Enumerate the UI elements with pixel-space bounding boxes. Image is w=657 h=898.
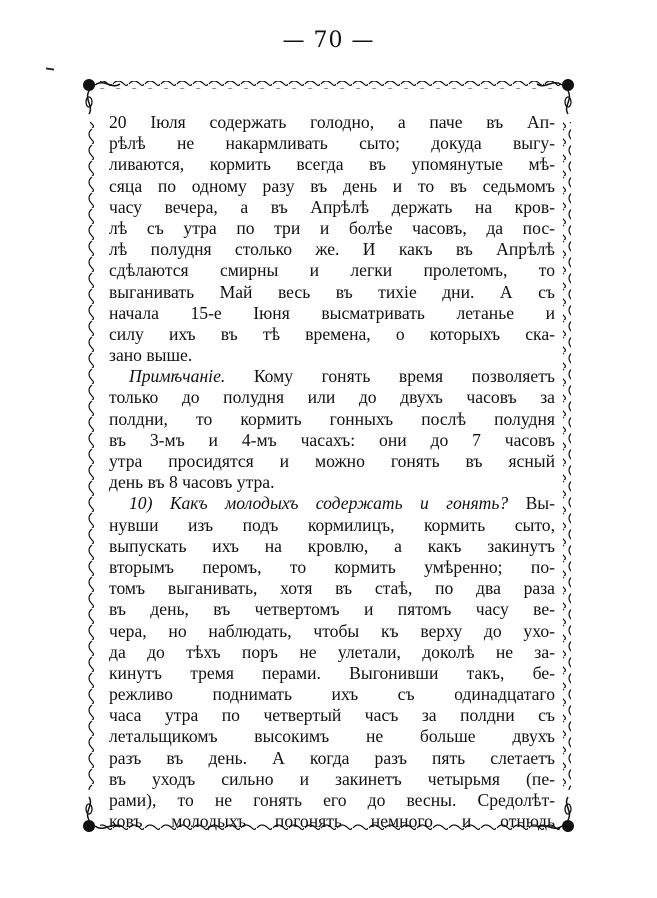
text-line: начала 15-е Іюня высматривать летанье и	[109, 302, 555, 323]
top-border-chain	[100, 81, 560, 89]
page-number: — 70 —	[282, 28, 375, 53]
text-line: да до тѣхъ поръ не улетали, доколѣ не за-	[109, 641, 555, 662]
text-line: полдни, то кормить гонныхъ послѣ полудня	[109, 408, 555, 429]
paragraph-10	[109, 493, 555, 832]
note-label: Примѣчаніе.	[129, 366, 226, 387]
text-line: чера, но наблюдать, чтобы къ верху до ухо-	[109, 620, 555, 641]
text-line: летальщикомъ высокимъ не больше двухъ	[109, 726, 555, 747]
section-text: Вы-	[508, 493, 555, 514]
text-line	[109, 493, 555, 514]
text-line: лѣ полудня столько же. И какъ въ Апрѣлѣ	[109, 239, 555, 260]
text-line: режливо поднимать ихъ съ одинадцатаго	[109, 684, 555, 705]
text-line: силу ихъ въ тѣ времена, о которыхъ ска-	[109, 323, 555, 344]
text-line: кинутъ тремя перами. Выгонивши такъ, бе-	[109, 662, 555, 683]
text-line: часу вечера, а въ Апрѣлѣ держать на кров-	[109, 196, 555, 217]
text-line: томъ выганивать, хотя въ стаѣ, по два раза	[109, 578, 555, 599]
text-line: рами), то не гонять его до весны. Средолѣт-	[109, 790, 555, 810]
text-line: лѣ съ утра по три и болѣе часовъ, да пос-	[109, 217, 555, 238]
text-line: сяца по одному разу въ день и то въ седьмомъ	[109, 175, 555, 196]
text-line: 20 Іюля содержать голодно, а паче въ Ап-	[109, 112, 555, 132]
paragraph-1	[109, 112, 555, 366]
text-line: ливаются, кормить всегда въ упомянутые мѣ-	[109, 154, 555, 175]
body-text	[109, 112, 555, 832]
text-line: вторымъ перомъ, то кормить умѣренно; по-	[109, 556, 555, 577]
text-line: сдѣлаются смирны и легки пролетомъ, то	[109, 260, 555, 281]
right-border-chain	[563, 122, 571, 790]
text-line: зано выше.	[109, 345, 193, 366]
text-line: день въ 8 часовъ утра.	[109, 472, 275, 493]
left-border-chain	[86, 122, 94, 790]
text-line: утра просидятся и можно гонять въ ясный	[109, 451, 555, 471]
text-line: выпускать ихъ на кровлю, а какъ закинутъ	[109, 535, 555, 556]
section-question: Какъ молодыхъ содержать и гонять?	[152, 493, 509, 514]
text-line	[109, 366, 555, 387]
paragraph-note	[109, 366, 555, 493]
text-line: въ 3-мъ и 4-мъ часахъ: они до 7 часовъ	[109, 429, 555, 450]
text-line: въ день, въ четвертомъ и пятомъ часу ве-	[109, 599, 555, 620]
text-line: часа утра по четвертый часъ за полдни съ	[109, 705, 555, 726]
text-line: разъ въ день. А когда разъ пять слетаетъ	[109, 747, 555, 768]
text-line: въ уходъ сильно и закинетъ четырьмя (пе-	[109, 768, 555, 789]
text-line: нувши изъ подъ кормилицъ, кормить сыто,	[109, 514, 555, 535]
section-number: 10)	[129, 493, 153, 514]
text-line: выганивать Май весь въ тихіе дни. А съ	[109, 281, 555, 302]
text-line: рѣлѣ не накармливать сыто; докуда выгу-	[109, 133, 555, 154]
note-text: Кому гонять время позволяетъ	[225, 366, 555, 387]
text-line: ковъ молодыхъ погонять немного и отнюдь	[109, 811, 555, 832]
text-line: только до полудня или до двухъ часовъ за	[109, 387, 555, 408]
